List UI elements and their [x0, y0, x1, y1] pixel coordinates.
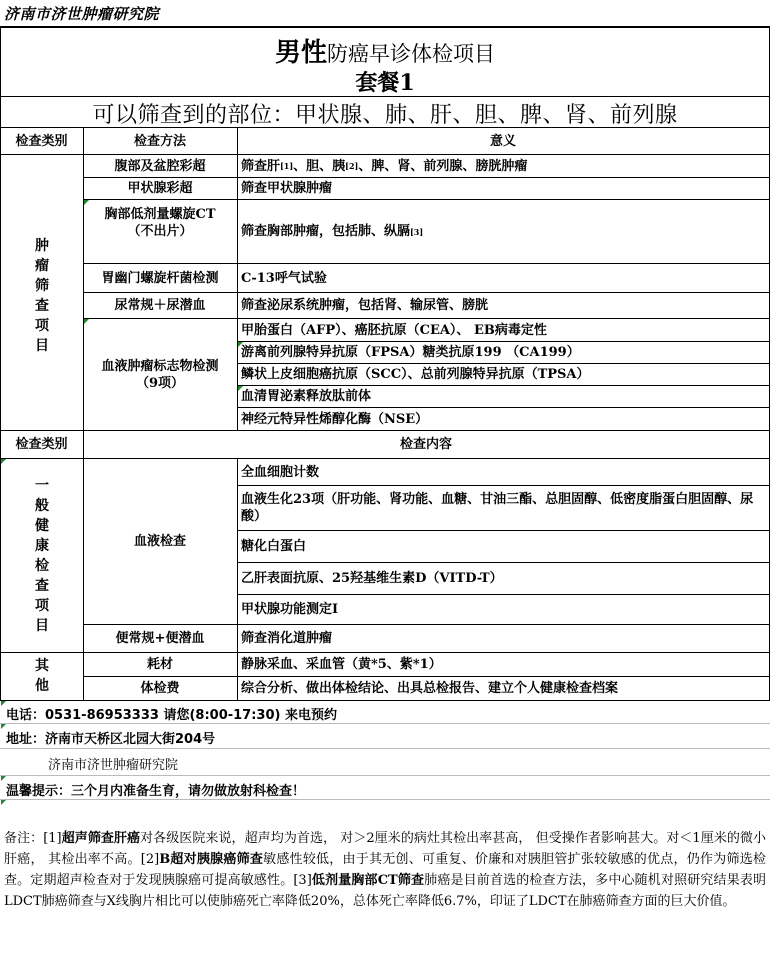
- cell-marker: [84, 319, 89, 324]
- method-line: （不出片）: [127, 224, 193, 239]
- blood-item: 甲状腺功能测定I: [241, 602, 339, 617]
- phone-line: 电话：0531-86953333 请您(8:00-17:30) 来电预约: [6, 708, 337, 723]
- divider: [0, 748, 770, 749]
- blood-item: 血液生化23项（肝功能、肾功能、血糖、甘油三酯、总胆固醇、低密度脂蛋白胆固醇、尿酸）: [241, 492, 754, 524]
- note-text: 敏感性较低，由于其无创、可重复、价廉和对胰胆管扩张较敏感的优点，仍作为筛选检查。定期超声检查对于发现胰腺癌可提高敏感性。[3]: [4, 852, 766, 888]
- cell-marker: [1, 800, 6, 805]
- general-section-label: 一 般 健 康 检 查 项 目: [35, 478, 49, 634]
- method-urine: 尿常规＋尿潜血: [114, 298, 206, 313]
- cell-marker: [84, 200, 89, 205]
- institute-line: 济南市济世肿瘤研究院: [48, 758, 179, 773]
- divider: [0, 700, 770, 701]
- method-helicobacter: 胃幽门螺旋杆菌检测: [101, 270, 219, 286]
- meaning-urine: 筛查泌尿系统肿瘤，包括肾、输尿管、膀胱: [241, 298, 489, 313]
- method-consumables: 耗材: [146, 657, 173, 672]
- method-line: 血液肿瘤标志物检测: [101, 359, 219, 374]
- note-text: 肺癌是目前首选的检查方法，多中心随机对照研究结果表明LDCT肺癌筛查与X线胸片相比可以使肺癌死亡率降低20%，总体死亡率降低6.7%，印证了LDCT在肺癌筛查方面的巨大价值。: [4, 873, 766, 909]
- other-section-label: 其 他: [35, 658, 49, 694]
- method-thyroid-ultrasound: 甲状腺彩超: [127, 181, 193, 196]
- blood-item: 糖化白蛋白: [241, 539, 307, 554]
- title-rest: 防癌早诊体检项目: [327, 42, 495, 66]
- meaning-exam-fee: 综合分析、做出体检结论、出具总检报告、建立个人健康检查档案: [241, 681, 619, 696]
- col-divider: [237, 459, 238, 700]
- method-exam-fee: 体检费: [140, 681, 180, 696]
- title-gender: 男性: [274, 38, 327, 68]
- tip-line: 温馨提示：三个月内准备生育，请勿做放射科检查！: [6, 784, 306, 799]
- header-method: 检查方法: [133, 133, 186, 149]
- notes-block: [4, 828, 766, 912]
- meaning-stool: 筛查消化道肿瘤: [241, 631, 333, 646]
- meaning-abdomen-ultrasound: 筛查肝 [1] 、胆、胰 [2] 、脾、肾、前列腺、膀胱肿瘤: [241, 158, 528, 174]
- org-name: 济南市济世肿瘤研究院: [4, 5, 160, 23]
- divider: [0, 723, 770, 724]
- col-divider: [83, 431, 84, 458]
- note-text: 备注：[1]: [4, 831, 62, 846]
- meaning-consumables: 静脉采血、采血管（黄*5、紫*1）: [241, 657, 442, 672]
- marker-item: 鳞状上皮细胞癌抗原（SCC）、总前列腺特异抗原（TPSA）: [241, 367, 590, 382]
- note-heading: 低剂量胸部CT筛查: [311, 873, 425, 888]
- page-title: [0, 32, 770, 69]
- divider: [0, 96, 770, 97]
- marker-item: 血清胃泌素释放肽前体: [241, 389, 372, 404]
- tumor-section-label: 肿 瘤 筛 查 项 目: [35, 238, 49, 354]
- divider: [0, 799, 770, 800]
- meaning-helicobacter: C-13呼气试验: [241, 270, 327, 286]
- method-line: （9项）: [135, 376, 185, 391]
- note-heading: 超声筛查肝癌: [61, 831, 141, 846]
- method-line: 胸部低剂量螺旋CT: [104, 207, 216, 222]
- method-blood-test: 血液检查: [133, 534, 186, 549]
- package-name: 套餐1: [355, 70, 415, 96]
- scope-line: 可以筛查到的部位：甲状腺、肺、肝、胆、脾、肾、前列腺: [92, 103, 678, 128]
- note-heading: B超对胰腺癌筛查: [159, 852, 264, 867]
- marker-item: 游离前列腺特异抗原（FPSA）糖类抗原199 （CA199）: [241, 345, 580, 360]
- divider: [0, 775, 770, 776]
- meaning-text: 筛查胸部肿瘤，包括肺、纵膈: [241, 224, 411, 239]
- marker-item: 甲胎蛋白（AFP）、癌胚抗原（CEA）、 EB病毒定性: [241, 322, 547, 338]
- method-abdomen-ultrasound: 腹部及盆腔彩超: [114, 158, 206, 174]
- address-line: 地址：济南市天桥区北园大街204号: [6, 732, 216, 747]
- blood-item: 全血细胞计数: [241, 464, 320, 480]
- general-header-category: 检查类别: [15, 437, 68, 452]
- cell-marker: [1, 459, 6, 464]
- meaning-thyroid-ultrasound: 筛查甲状腺肿瘤: [241, 181, 333, 196]
- marker-item: 神经元特异性烯醇化酶（NSE）: [241, 411, 429, 427]
- method-chest-ct: [83, 206, 237, 240]
- blood-item: 乙肝表面抗原、25羟基维生素D（VITD-T）: [241, 571, 503, 586]
- method-blood-markers: [83, 358, 237, 392]
- meaning-text: 筛查肝: [241, 158, 281, 174]
- note-text: 对各级医院来说，超声均为首选， 对＞2厘米的病灶其检出率甚高， 但受操作者影响甚大。对＜1厘米的微小肝癌， 其检出率不高。[2]: [4, 831, 766, 867]
- meaning-text: 、脾、肾、前列腺、膀胱肿瘤: [358, 158, 528, 174]
- meaning-chest-ct: 筛查胸部肿瘤，包括肺、纵膈 [3]: [241, 224, 424, 239]
- header-meaning: 意义: [489, 133, 516, 149]
- method-stool: 便常规+便潜血: [115, 631, 205, 646]
- general-header-content: 检查内容: [399, 437, 452, 452]
- header-divider: [0, 26, 770, 28]
- header-category: 检查类别: [15, 133, 68, 149]
- meaning-text: 、胆、胰: [293, 158, 346, 174]
